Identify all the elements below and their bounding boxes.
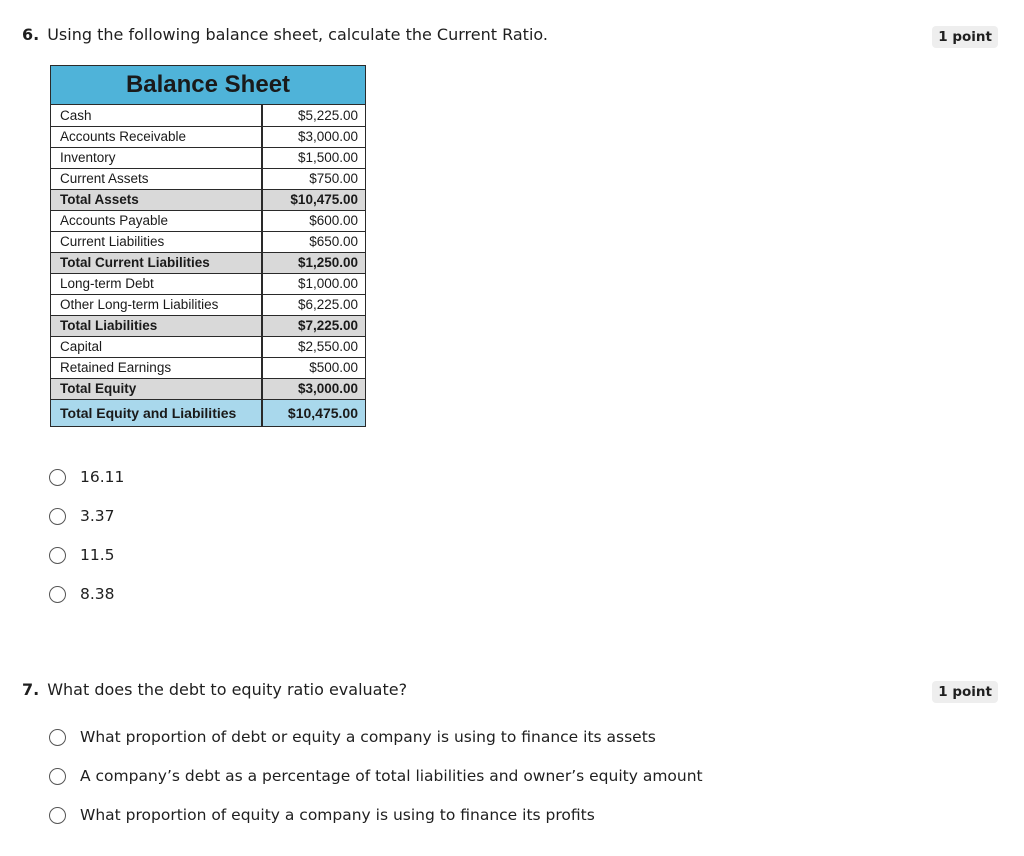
question-6-prompt	[22, 24, 548, 46]
answer-option[interactable]	[49, 504, 115, 528]
row-value: $1,250.00	[262, 252, 365, 273]
balance-sheet-row	[51, 105, 365, 126]
question-7-prompt	[22, 679, 407, 701]
question-text: What does the debt to equity ratio evaluate?	[47, 680, 408, 699]
balance-sheet-table	[50, 65, 366, 427]
radio-button[interactable]	[49, 807, 66, 824]
row-label: Current Liabilities	[51, 231, 262, 252]
row-value: $650.00	[262, 231, 365, 252]
radio-button[interactable]	[49, 729, 66, 746]
row-value: $750.00	[262, 168, 365, 189]
balance-sheet-row	[51, 252, 365, 273]
balance-sheet-row	[51, 210, 365, 231]
row-label: Current Assets	[51, 168, 262, 189]
row-label: Retained Earnings	[51, 357, 262, 378]
option-label: 8.38	[80, 585, 115, 603]
option-label: What proportion of debt or equity a company is using to finance its assets	[80, 728, 656, 746]
radio-button[interactable]	[49, 586, 66, 603]
balance-sheet-row	[51, 378, 365, 399]
radio-button[interactable]	[49, 768, 66, 785]
row-label: Total Assets	[51, 189, 262, 210]
answer-option[interactable]	[49, 465, 124, 489]
row-value: $10,475.00	[262, 399, 365, 426]
row-label: Total Equity	[51, 378, 262, 399]
option-label: 3.37	[80, 507, 115, 525]
row-value: $1,500.00	[262, 147, 365, 168]
balance-sheet-row	[51, 357, 365, 378]
answer-option[interactable]	[49, 582, 115, 606]
option-label: 16.11	[80, 468, 125, 486]
option-label: What proportion of equity a company is using to finance its profits	[80, 806, 595, 824]
row-value: $500.00	[262, 357, 365, 378]
row-label: Long-term Debt	[51, 273, 262, 294]
row-label: Accounts Receivable	[51, 126, 262, 147]
option-label: 11.5	[80, 546, 115, 564]
row-value: $3,000.00	[262, 378, 365, 399]
balance-sheet-row	[51, 294, 365, 315]
answer-option[interactable]	[49, 543, 115, 567]
row-label: Other Long-term Liabilities	[51, 294, 262, 315]
answer-option[interactable]	[49, 764, 703, 788]
row-label: Total Equity and Liabilities	[51, 399, 262, 426]
balance-sheet-row	[51, 336, 365, 357]
radio-button[interactable]	[49, 469, 66, 486]
row-value: $7,225.00	[262, 315, 365, 336]
row-label: Total Current Liabilities	[51, 252, 262, 273]
balance-sheet-row	[51, 168, 365, 189]
row-value: $1,000.00	[262, 273, 365, 294]
row-value: $2,550.00	[262, 336, 365, 357]
row-value: $600.00	[262, 210, 365, 231]
radio-button[interactable]	[49, 547, 66, 564]
row-value: $10,475.00	[262, 189, 365, 210]
question-number: 6.	[22, 25, 40, 44]
question-number: 7.	[22, 680, 40, 699]
answer-option[interactable]	[49, 803, 595, 827]
balance-sheet-row	[51, 189, 365, 210]
points-badge: 1 point	[932, 681, 998, 703]
option-label: A company’s debt as a percentage of total liabilities and owner’s equity amount	[80, 767, 703, 785]
row-value: $3,000.00	[262, 126, 365, 147]
balance-sheet-row	[51, 399, 365, 426]
points-badge: 1 point	[932, 26, 998, 48]
row-label: Cash	[51, 105, 262, 126]
answer-option[interactable]	[49, 725, 656, 749]
balance-sheet-rows	[51, 105, 365, 426]
row-value: $5,225.00	[262, 105, 365, 126]
row-label: Capital	[51, 336, 262, 357]
row-label: Inventory	[51, 147, 262, 168]
balance-sheet-row	[51, 273, 365, 294]
balance-sheet-row	[51, 126, 365, 147]
balance-sheet-row	[51, 315, 365, 336]
radio-button[interactable]	[49, 508, 66, 525]
question-text: Using the following balance sheet, calculate the Current Ratio.	[47, 25, 548, 44]
row-label: Total Liabilities	[51, 315, 262, 336]
row-label: Accounts Payable	[51, 210, 262, 231]
balance-sheet-row	[51, 231, 365, 252]
balance-sheet-title: Balance Sheet	[51, 66, 365, 105]
row-value: $6,225.00	[262, 294, 365, 315]
balance-sheet-row	[51, 147, 365, 168]
